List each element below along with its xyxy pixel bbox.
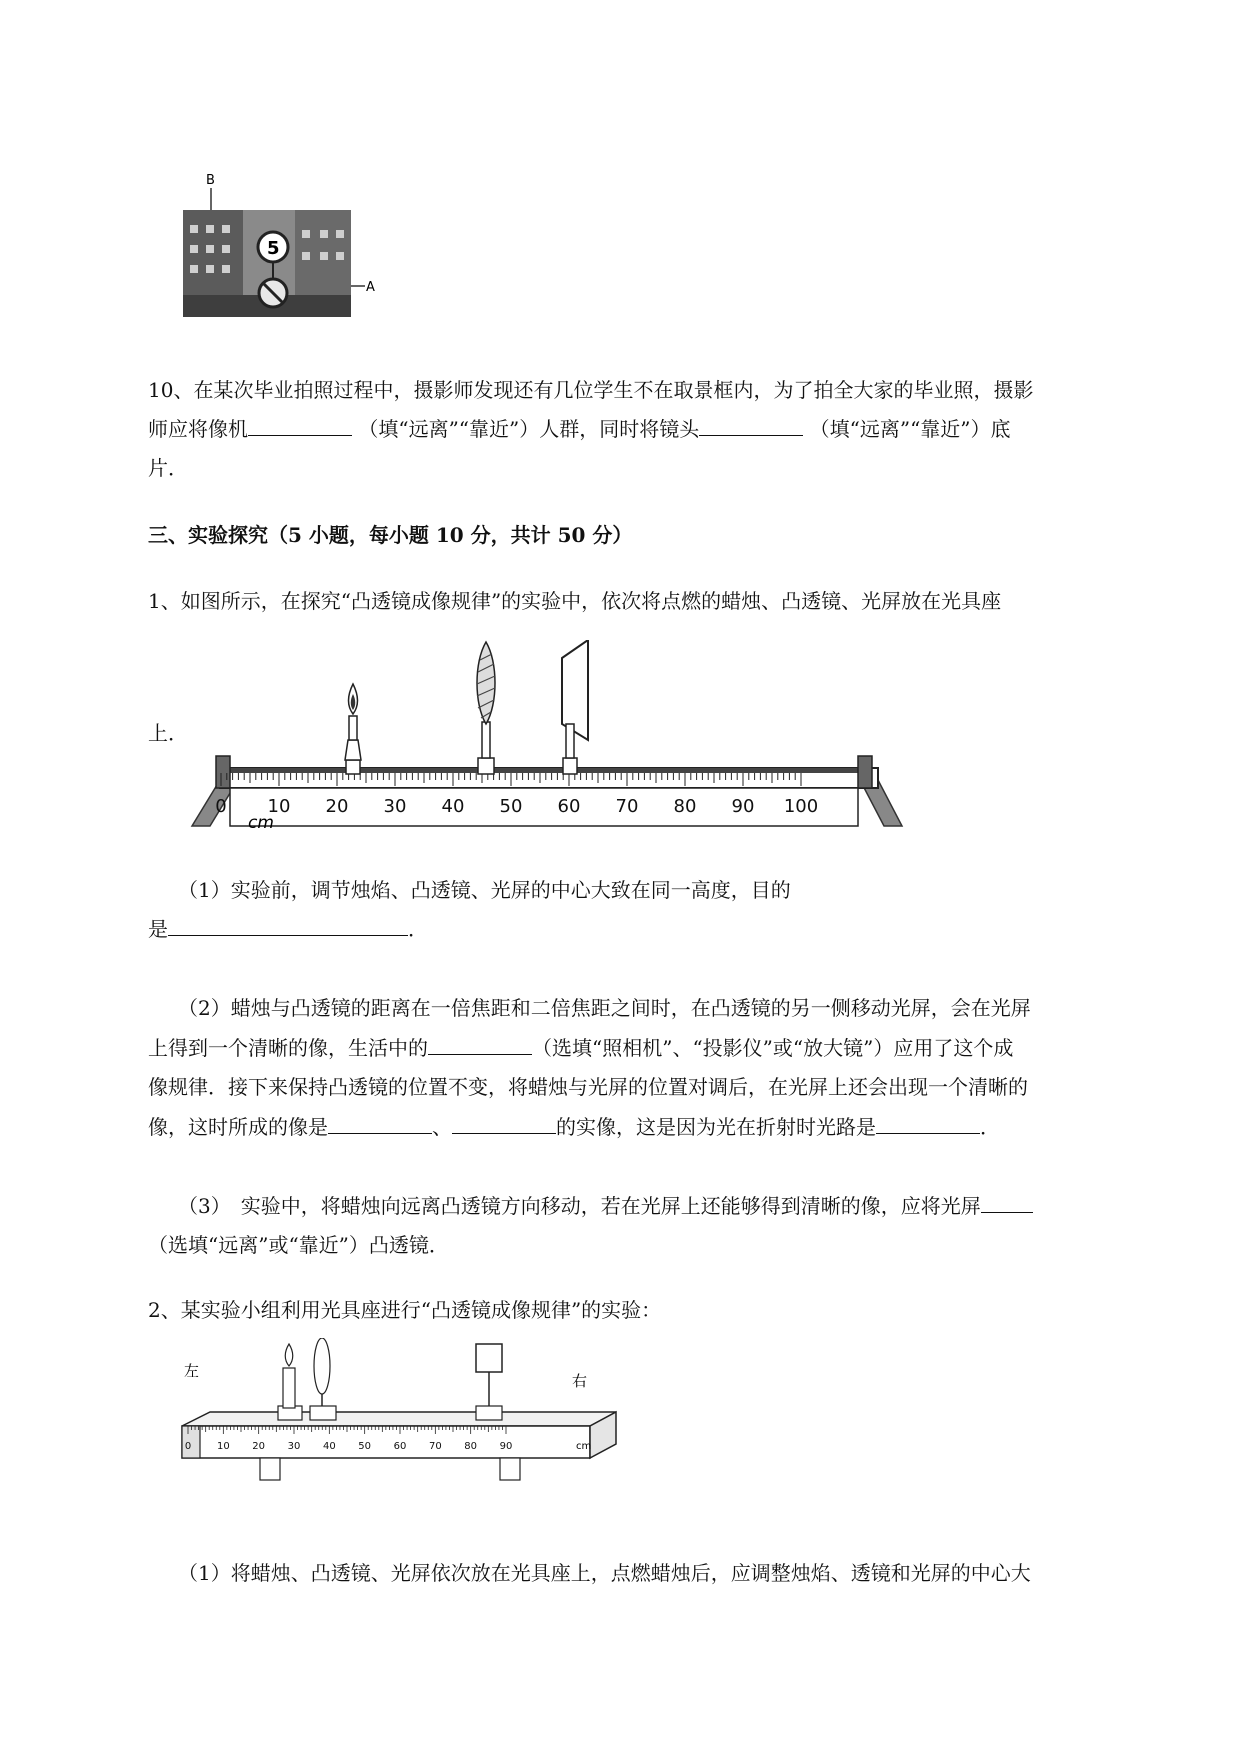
bench2-tick-label: 70 xyxy=(428,1441,442,1452)
light-screen xyxy=(562,640,588,774)
bench1-tick-label: 50 xyxy=(499,796,523,817)
bench2-tick-label: 50 xyxy=(358,1441,372,1452)
bench2-tick-label: 60 xyxy=(393,1441,407,1452)
q10-line2 xyxy=(148,415,1011,443)
bench1-tick-label: 0 xyxy=(215,796,227,817)
e1-p2-l4-a: 像，这时所成的像是 xyxy=(148,1115,328,1139)
bench2-tick-label: 90 xyxy=(499,1441,513,1452)
e1-blank-image-1[interactable] xyxy=(328,1113,432,1134)
e1-p3-l1-a: （3） 实验中，将蜡烛向远离凸透镜方向移动，若在光屏上还能够得到清晰的像，应将光屏 xyxy=(178,1194,981,1218)
e1-p3-line2: （选填“远离”或“靠近”）凸透镜． xyxy=(148,1233,449,1257)
bench2-tick-label: 30 xyxy=(287,1441,301,1452)
e1-p1-line2 xyxy=(148,915,428,943)
e1-p1-prefix: 是 xyxy=(148,917,168,941)
e1-p2-l4-c: 的实像，这是因为光在折射时光路是 xyxy=(556,1115,876,1139)
light-screen-2 xyxy=(476,1344,502,1420)
q10-blank-2[interactable] xyxy=(699,415,803,436)
q10-line1: 10、在某次毕业拍照过程中，摄影师发现还有几位学生不在取景框内，为了拍全大家的毕业照，摄影 xyxy=(148,378,1034,402)
q10-line3: 片． xyxy=(148,456,188,480)
e1-blank-screen-move[interactable] xyxy=(981,1192,1033,1213)
q10-blank-1[interactable] xyxy=(248,415,352,436)
e1-stem: 1、如图所示，在探究“凸透镜成像规律”的实验中，依次将点燃的蜡烛、凸透镜、光屏放在光具座 xyxy=(148,589,1002,613)
bench2-tick-label: 10 xyxy=(216,1441,230,1452)
bench-unit: cm xyxy=(248,813,274,832)
bench-scale xyxy=(230,788,858,826)
photo-label-a: A xyxy=(366,280,375,295)
optical-bench-figure-2 xyxy=(180,1338,620,1490)
e1-stem-end: 上． xyxy=(148,721,188,745)
bench2-front xyxy=(182,1426,590,1458)
bench-left-end xyxy=(216,756,230,788)
right-label: 右 xyxy=(572,1372,588,1390)
bench1-tick-label: 80 xyxy=(673,796,697,817)
e1-blank-image-2[interactable] xyxy=(452,1113,556,1134)
e1-p2-l4-b: 、 xyxy=(432,1115,452,1139)
bench2-tick-label: 80 xyxy=(464,1441,478,1452)
e1-blank-path[interactable] xyxy=(876,1113,980,1134)
optical-bench-figure-1 xyxy=(190,640,910,832)
bench1-tick-label: 90 xyxy=(731,796,755,817)
bench1-tick-label: 100 xyxy=(783,796,819,817)
candle-2 xyxy=(278,1344,302,1420)
e1-p2-line2 xyxy=(148,1034,1013,1062)
section3-title: 三、实验探究（5 小题，每小题 10 分，共计 50 分） xyxy=(148,523,633,547)
e1-p3-line1 xyxy=(178,1192,1033,1220)
bench1-tick-label: 20 xyxy=(325,796,349,817)
q10-text-c: （填“远离”“靠近”）底 xyxy=(809,417,1011,441)
photo-label-b: B xyxy=(206,173,215,188)
bench1-tick-label: 10 xyxy=(267,796,291,817)
bench2-tick-label: 20 xyxy=(252,1441,266,1452)
q10-text-b: （填“远离”“靠近”）人群，同时将镜头 xyxy=(358,417,700,441)
e2-stem: 2、某实验小组利用光具座进行“凸透镜成像规律”的实验： xyxy=(148,1298,662,1322)
candle xyxy=(345,684,361,774)
convex-lens-2 xyxy=(310,1338,336,1420)
e1-p2-l2-a: 上得到一个清晰的像，生活中的 xyxy=(148,1036,428,1060)
e1-p1-suffix: ． xyxy=(408,917,428,941)
e1-p2-l2-b: （选填“照相机”、“投影仪”或“放大镜”）应用了这个成 xyxy=(532,1036,1014,1060)
bench1-tick-label: 60 xyxy=(557,796,581,817)
bench2-tick-label: 0 xyxy=(184,1441,192,1452)
bench1-tick-label: 40 xyxy=(441,796,465,817)
e1-p2-l4-d: ． xyxy=(980,1115,1000,1139)
left-label: 左 xyxy=(184,1362,200,1380)
convex-lens xyxy=(477,642,495,774)
bench-right-end xyxy=(858,756,872,788)
e1-blank-device[interactable] xyxy=(428,1034,532,1055)
q10-text-a: 师应将像机 xyxy=(148,417,248,441)
e1-blank-purpose[interactable] xyxy=(168,915,408,936)
e1-p2-line3: 像规律．接下来保持凸透镜的位置不变，将蜡烛与光屏的位置对调后，在光屏上还会出现一个清晰的 xyxy=(148,1075,1028,1099)
bench1-tick-label: 30 xyxy=(383,796,407,817)
bench2-tick-label: 40 xyxy=(322,1441,336,1452)
street-photo-figure xyxy=(180,170,380,322)
e1-p2-line4 xyxy=(148,1113,1000,1141)
bench1-tick-label: 70 xyxy=(615,796,639,817)
e1-p1-line1: （1）实验前，调节烛焰、凸透镜、光屏的中心大致在同一高度，目的 xyxy=(178,878,791,902)
e1-p2-line1: （2）蜡烛与凸透镜的距离在一倍焦距和二倍焦距之间时，在凸透镜的另一侧移动光屏，会在光屏 xyxy=(178,996,1031,1020)
sign-number: 5 xyxy=(267,238,280,259)
e2-p1: （1）将蜡烛、凸透镜、光屏依次放在光具座上，点燃蜡烛后，应调整烛焰、透镜和光屏的中心大 xyxy=(178,1561,1031,1585)
bench2-unit: cm xyxy=(576,1441,592,1452)
